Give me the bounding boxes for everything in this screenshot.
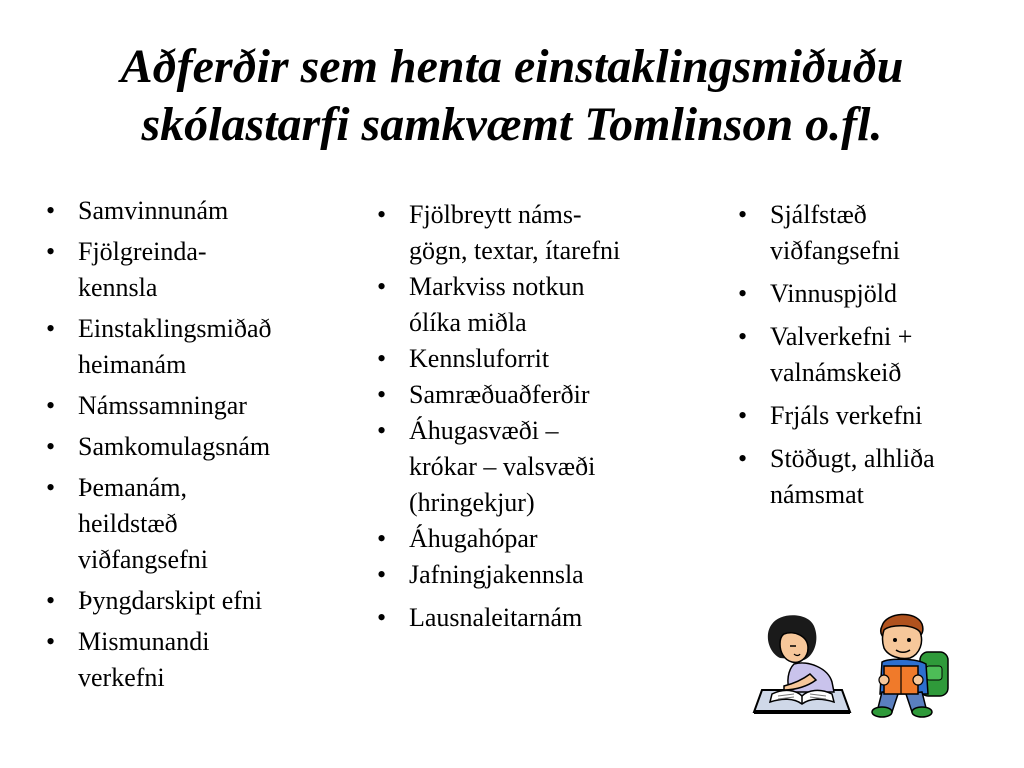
list-item [371,269,701,341]
list-item [40,311,360,383]
list-item [732,441,1022,513]
list-item [40,193,360,229]
list-item [371,413,701,521]
list-item-text: Samkomulagsnám [78,432,271,461]
title-line-1: Aðferðir sem henta einstaklingsmiðuðu [120,40,904,93]
list-item-text: valnámskeið [770,358,902,387]
list-item [732,197,1022,269]
list-item-text: Áhugahópar [409,524,538,553]
methods-list-column-2 [371,197,701,636]
list-item [40,470,360,578]
list-item-text: Kennsluforrit [409,344,550,373]
list-item-text: (hringekjur) [409,488,535,517]
list-item [40,624,360,696]
list-item-text: Markviss notkun [409,272,585,301]
list-item-text: verkefni [78,663,165,692]
list-item-text: Áhugasvæði – [409,416,559,445]
methods-list-column-1 [40,193,360,701]
list-item-text: Jafningjakennsla [409,560,584,589]
list-item [40,234,360,306]
list-item [732,319,1022,391]
list-item-text: Þyngdarskipt efni [78,586,263,615]
list-item-text: Samræðuaðferðir [409,380,590,409]
list-item [732,398,1022,434]
boy-reading-clipart [860,608,956,720]
methods-list-column-3 [732,197,1022,520]
list-item-text: krókar – valsvæði [409,452,596,481]
list-item [40,429,360,465]
list-item [40,583,360,619]
list-item [732,276,1022,312]
list-item-text: Sjálfstæð [770,200,867,229]
list-item [371,377,701,413]
list-item [371,557,701,593]
list-item-text: Samvinnunám [78,196,229,225]
list-item-text: gögn, textar, ítarefni [409,236,621,265]
list-item-text: Þemanám, [78,473,188,502]
list-item [40,388,360,424]
list-item-text: heildstæð [78,509,178,538]
title-line-2: skólastarfi samkvæmt Tomlinson o.fl. [141,98,883,151]
list-item-text: viðfangsefni [78,545,208,574]
list-item-text: Námssamningar [78,391,247,420]
list-item-text: Einstaklingsmiðað [78,314,272,343]
list-item-text: Vinnuspjöld [770,279,898,308]
list-item [371,521,701,557]
slide-title [0,38,1024,154]
list-item-text: Frjáls verkefni [770,401,923,430]
girl-reading-clipart [750,612,854,716]
list-item [371,197,701,269]
list-item-text: viðfangsefni [770,236,900,265]
list-item-text: heimanám [78,350,187,379]
list-item-text: Lausnaleitarnám [409,603,583,632]
list-item-text: ólíka miðla [409,308,527,337]
list-item-text: Fjölbreytt náms- [409,200,582,229]
list-item [371,600,701,636]
list-item-text: Valverkefni + [770,322,913,351]
list-item [371,341,701,377]
list-item-text: námsmat [770,480,864,509]
list-item-text: Stöðugt, alhliða [770,444,935,473]
list-item-text: kennsla [78,273,158,302]
list-item-text: Mismunandi [78,627,210,656]
list-item-text: Fjölgreinda- [78,237,207,266]
